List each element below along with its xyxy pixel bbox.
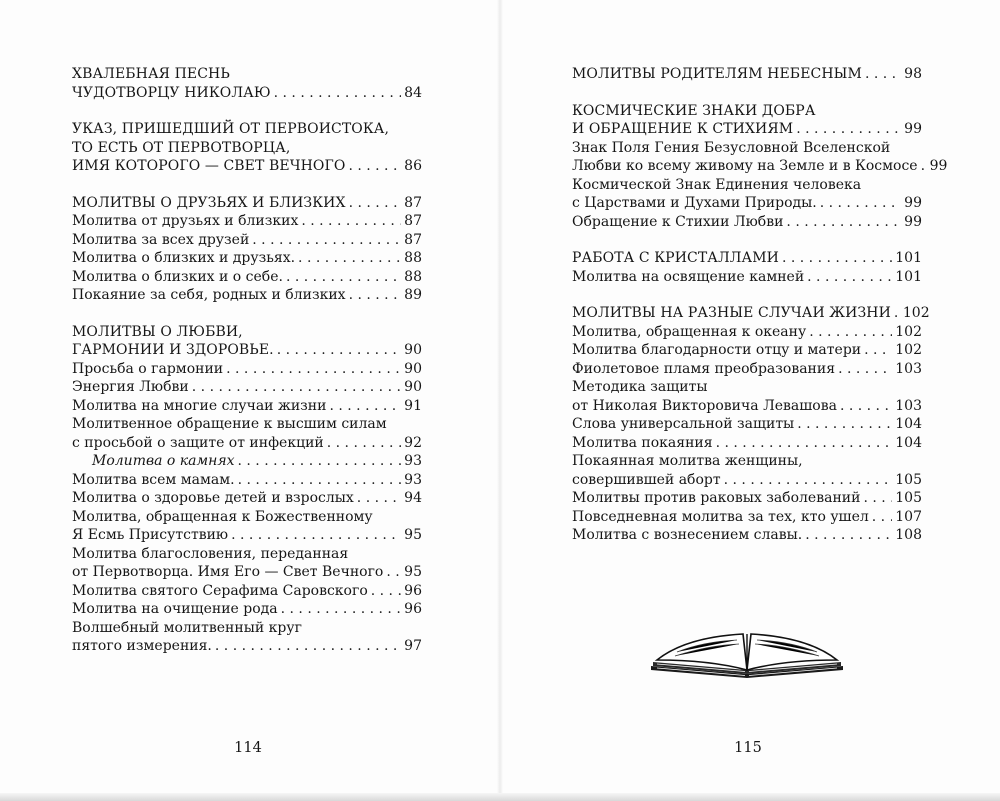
toc-entry xyxy=(572,102,922,121)
toc-entry xyxy=(72,563,422,582)
toc-entry xyxy=(572,360,922,379)
left-page-number: 114 xyxy=(234,740,262,756)
toc-entry xyxy=(72,582,422,601)
toc-entry xyxy=(572,194,922,213)
toc-entry-title: совершившей аборт xyxy=(572,471,721,488)
toc-entry-title: Молитва, обращенная к Божественному xyxy=(72,508,373,525)
toc-entry xyxy=(72,120,422,139)
toc-entry xyxy=(72,545,422,564)
toc-entry-page: 99 xyxy=(904,213,922,230)
toc-entry-page: 88 xyxy=(404,268,422,285)
toc-section xyxy=(572,65,922,84)
dot-leader xyxy=(298,249,401,268)
toc-entry-page: 84 xyxy=(404,84,422,101)
toc-entry-title: МОЛИТВЫ О ЛЮБВИ, xyxy=(72,323,243,340)
dot-leader xyxy=(838,360,892,379)
dot-leader xyxy=(252,231,401,250)
toc-entry-title: Молитва от друзьях и близких xyxy=(72,213,299,229)
toc-entry xyxy=(572,176,922,195)
toc-entry-title: РАБОТА С КРИСТАЛЛАМИ xyxy=(572,250,779,266)
toc-entry-title: Молитва с вознесением славы. xyxy=(572,527,803,543)
toc-entry xyxy=(72,619,422,638)
left-page-contents xyxy=(72,65,422,674)
toc-entry-title: Молитва благословения, переданная xyxy=(72,545,349,562)
dot-leader xyxy=(820,194,901,213)
toc-entry-title: Повседневная молитва за тех, кто ушел xyxy=(572,508,869,525)
dot-leader xyxy=(329,397,401,416)
toc-entry-title: Слова универсальной защиты xyxy=(572,416,795,432)
toc-entry-title: Покаяние за себя, родных и близких xyxy=(72,287,346,303)
toc-entry-title: Волшебный молитвенный круг xyxy=(72,619,302,636)
toc-entry-page: 93 xyxy=(404,471,422,488)
toc-entry-title: Молитва о близких и друзьях. xyxy=(72,250,296,266)
dot-leader xyxy=(809,323,892,342)
toc-entry-title: пятого измерения. xyxy=(72,638,212,654)
toc-entry xyxy=(572,323,922,342)
toc-entry-page: 98 xyxy=(904,66,922,82)
toc-entry-title: Просьба о гармонии xyxy=(72,360,224,377)
toc-entry-title: Космической Знак Единения человека xyxy=(572,176,862,193)
toc-entry xyxy=(72,397,422,416)
toc-entry xyxy=(572,157,948,176)
dot-leader xyxy=(805,526,892,545)
toc-entry xyxy=(572,434,922,453)
toc-entry-page: 96 xyxy=(404,601,422,617)
toc-entry-page: 99 xyxy=(904,121,922,137)
toc-entry-title: Я Есмь Присутствию xyxy=(72,527,229,543)
toc-entry-page: 87 xyxy=(404,213,422,229)
dot-leader xyxy=(274,84,402,103)
toc-entry-title: с просьбой о защите от инфекций xyxy=(72,434,324,451)
toc-entry-title: Знак Поля Гения Безусловной Вселенской xyxy=(572,139,891,156)
toc-entry-title: Покаянная молитва женщины, xyxy=(572,453,803,469)
right-page-contents xyxy=(572,65,948,563)
toc-entry-page: 99 xyxy=(904,195,922,211)
toc-entry-title: МОЛИТВЫ НА РАЗНЫЕ СЛУЧАИ ЖИЗНИ xyxy=(572,305,891,321)
toc-entry-page: 102 xyxy=(895,323,922,340)
toc-entry xyxy=(72,249,422,268)
toc-entry-title: Молитва на очищение рода xyxy=(72,601,278,617)
toc-entry-page: 86 xyxy=(404,158,422,174)
toc-entry-title: Молитва святого Серафима Саровского xyxy=(72,582,368,599)
toc-section xyxy=(572,304,930,545)
toc-section xyxy=(72,120,422,176)
toc-entry-title: И ОБРАЩЕНИЕ К СТИХИЯМ xyxy=(572,121,794,137)
toc-entry xyxy=(72,434,422,453)
toc-entry-page: 87 xyxy=(404,194,422,211)
toc-entry-page: 104 xyxy=(895,434,922,451)
dot-leader xyxy=(386,563,401,582)
toc-entry-title: Фиолетовое пламя преобразования xyxy=(572,360,836,377)
dot-leader xyxy=(348,157,401,176)
toc-entry xyxy=(572,304,930,323)
toc-entry-page: 102 xyxy=(895,342,922,358)
toc-entry-title: Молитвы против раковых заболеваний xyxy=(572,490,861,506)
toc-entry xyxy=(72,231,422,250)
dot-leader xyxy=(281,600,402,619)
toc-entry-page: 96 xyxy=(404,582,422,599)
toc-entry xyxy=(72,600,422,619)
dot-leader xyxy=(192,378,401,397)
toc-entry xyxy=(572,249,922,268)
toc-entry xyxy=(572,508,922,527)
toc-entry xyxy=(72,378,422,397)
dot-leader xyxy=(865,65,901,84)
toc-section xyxy=(72,65,422,102)
toc-entry xyxy=(72,360,422,379)
toc-entry xyxy=(572,397,922,416)
toc-entry xyxy=(72,157,422,176)
toc-entry-title: Молитва, обращенная к океану xyxy=(572,323,807,340)
toc-section xyxy=(572,102,948,232)
toc-entry-title: Молитва о близких и о себе. xyxy=(72,268,283,285)
dot-leader xyxy=(807,268,892,287)
dot-leader xyxy=(349,286,402,305)
toc-entry-title: Обращение к Стихии Любви xyxy=(572,213,784,230)
dot-leader xyxy=(796,120,901,139)
toc-entry xyxy=(72,323,422,342)
toc-entry-page: 88 xyxy=(404,250,422,266)
toc-entry-title: УКАЗ, ПРИШЕДШИЙ ОТ ПЕРВОИСТОКА, xyxy=(72,121,390,137)
toc-entry-page: 90 xyxy=(404,360,422,377)
toc-entry-title: Молитва на многие случаи жизни xyxy=(72,397,327,414)
dot-leader xyxy=(301,212,401,231)
dot-leader xyxy=(238,471,402,490)
toc-entry-title: Молитва о здоровье детей и взрослых xyxy=(72,490,354,506)
dot-leader xyxy=(215,637,401,656)
toc-entry-title: Молитва благодарности отцу и матери xyxy=(572,342,862,358)
toc-entry xyxy=(572,471,922,490)
toc-entry xyxy=(72,415,422,434)
toc-entry-page: 108 xyxy=(895,527,922,543)
toc-entry-page: 95 xyxy=(404,564,422,580)
dot-leader xyxy=(872,508,893,527)
toc-entry xyxy=(572,489,922,508)
toc-entry xyxy=(72,452,422,471)
toc-entry xyxy=(72,471,422,490)
toc-entry xyxy=(572,415,922,434)
toc-entry-page: 105 xyxy=(895,490,922,506)
toc-entry-title: ИМЯ КОТОРОГО — СВЕТ ВЕЧНОГО xyxy=(72,158,346,174)
toc-entry-page: 94 xyxy=(404,490,422,506)
right-page-number: 115 xyxy=(734,740,762,756)
toc-entry xyxy=(72,268,422,287)
toc-entry-page: 89 xyxy=(404,287,422,303)
toc-entry xyxy=(72,194,422,213)
toc-entry-page: 103 xyxy=(895,397,922,414)
dot-leader xyxy=(286,268,401,287)
toc-entry xyxy=(72,84,422,103)
dot-leader xyxy=(724,471,893,490)
toc-entry-page: 101 xyxy=(895,268,922,285)
toc-entry xyxy=(572,65,922,84)
toc-section xyxy=(72,194,422,305)
toc-entry-title: Молитва на освящение камней xyxy=(572,268,805,285)
toc-entry xyxy=(72,139,422,158)
toc-entry-page: 87 xyxy=(404,231,422,248)
toc-entry-title: Молитвенное обращение к высшим силам xyxy=(72,416,387,432)
toc-section xyxy=(72,323,422,656)
toc-entry-page: 101 xyxy=(895,250,922,266)
dot-leader xyxy=(782,249,892,268)
toc-entry-page: 104 xyxy=(895,416,922,432)
toc-entry-title: ТО ЕСТЬ ОТ ПЕРВОТВОРЦА, xyxy=(72,139,291,156)
toc-entry xyxy=(72,637,422,656)
toc-entry-page: 91 xyxy=(404,397,422,414)
dot-leader xyxy=(349,194,402,213)
dot-leader xyxy=(716,434,893,453)
toc-entry-page: 105 xyxy=(895,471,922,488)
toc-entry-page: 93 xyxy=(404,453,422,469)
toc-entry xyxy=(72,341,422,360)
toc-entry xyxy=(572,341,922,360)
toc-entry-page: 99 xyxy=(929,158,948,174)
toc-entry xyxy=(72,526,422,545)
toc-section xyxy=(572,249,922,286)
toc-entry-title: Молитва о камнях xyxy=(92,453,235,469)
toc-entry-title: Молитва за всех друзей xyxy=(72,231,250,248)
page-gutter xyxy=(497,0,503,801)
toc-entry-title: ЧУДОТВОРЦУ НИКОЛАЮ xyxy=(72,84,271,101)
page-bottom-edge xyxy=(0,793,1000,801)
toc-entry-page: 102 xyxy=(902,305,930,321)
dot-leader xyxy=(894,304,900,323)
toc-entry-title: Молитва всем мамам. xyxy=(72,471,235,488)
dot-leader xyxy=(327,434,401,453)
toc-entry-page: 90 xyxy=(404,379,422,395)
dot-leader xyxy=(840,397,892,416)
dot-leader xyxy=(277,341,401,360)
dot-leader xyxy=(226,360,401,379)
toc-entry xyxy=(572,120,922,139)
dot-leader xyxy=(238,452,402,471)
dot-leader xyxy=(371,582,401,601)
toc-entry-title: КОСМИЧЕСКИЕ ЗНАКИ ДОБРА xyxy=(572,102,816,119)
dot-leader xyxy=(921,157,927,176)
dot-leader xyxy=(357,489,401,508)
toc-entry xyxy=(72,508,422,527)
toc-entry-title: от Первотворца. Имя Его — Свет Вечного xyxy=(72,564,384,580)
dot-leader xyxy=(786,213,901,232)
toc-entry xyxy=(72,65,422,84)
toc-entry xyxy=(72,489,422,508)
toc-entry-title: ХВАЛЕБНАЯ ПЕСНЬ xyxy=(72,66,230,82)
toc-entry-title: Молитва покаяния xyxy=(572,434,713,451)
toc-entry-title: от Николая Викторовича Левашова xyxy=(572,397,837,414)
dot-leader xyxy=(863,489,892,508)
toc-entry-page: 90 xyxy=(404,342,422,358)
dot-leader xyxy=(864,341,892,360)
toc-entry-title: МОЛИТВЫ О ДРУЗЬЯХ И БЛИЗКИХ xyxy=(72,194,346,211)
open-book-icon xyxy=(647,614,847,684)
dot-leader xyxy=(797,415,892,434)
toc-entry xyxy=(572,139,922,158)
toc-entry xyxy=(572,452,922,471)
toc-entry-title: МОЛИТВЫ РОДИТЕЛЯМ НЕБЕСНЫМ xyxy=(572,66,862,82)
toc-entry-page: 97 xyxy=(404,638,422,654)
toc-entry-page: 95 xyxy=(404,527,422,543)
toc-entry-title: Энергия Любви xyxy=(72,379,189,395)
toc-entry-page: 103 xyxy=(895,360,922,377)
toc-entry-title: с Царствами и Духами Природы. xyxy=(572,195,817,211)
dot-leader xyxy=(231,526,401,545)
toc-entry-title: Методика защиты xyxy=(572,379,708,395)
toc-entry-page: 107 xyxy=(895,508,922,525)
toc-entry xyxy=(72,212,422,231)
toc-entry xyxy=(72,286,422,305)
toc-entry xyxy=(572,526,922,545)
toc-entry-title: Любви ко всему живому на Земле и в Космосе xyxy=(572,158,918,174)
toc-entry xyxy=(572,213,922,232)
toc-entry-page: 92 xyxy=(404,434,422,451)
toc-entry xyxy=(572,378,922,397)
toc-entry-title: ГАРМОНИИ И ЗДОРОВЬЕ. xyxy=(72,342,274,358)
toc-entry xyxy=(572,268,922,287)
